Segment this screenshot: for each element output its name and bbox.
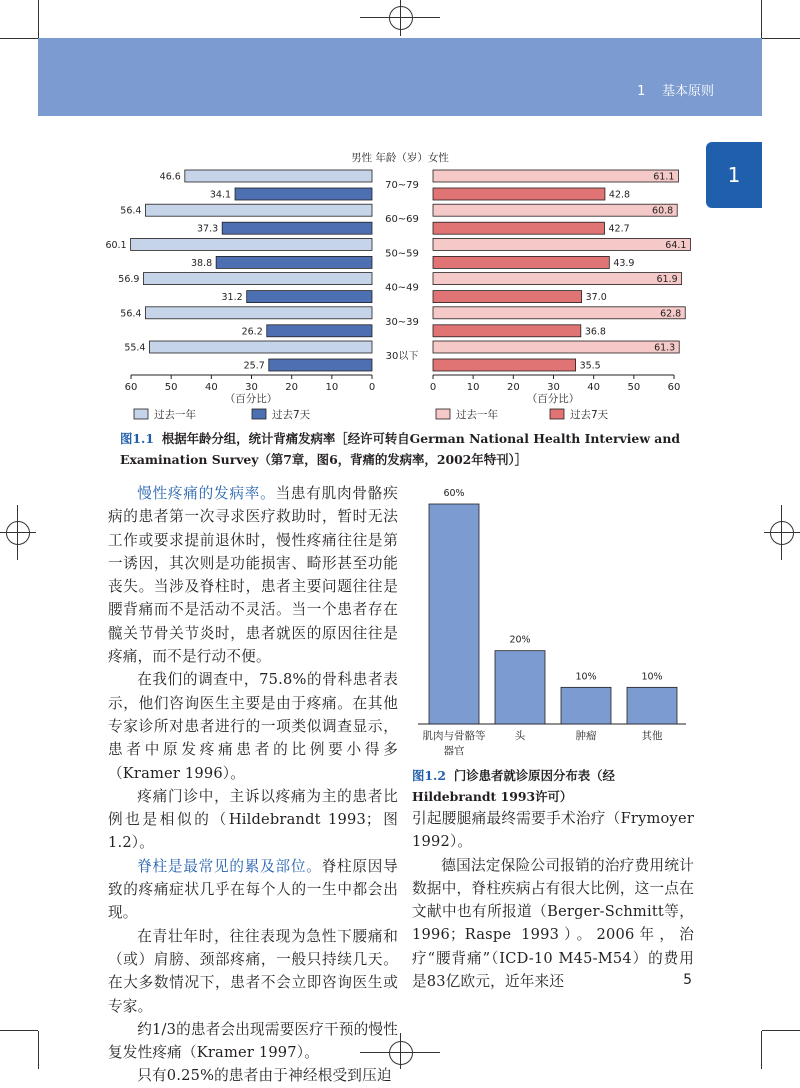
age-group-label: 40~49 — [385, 282, 419, 294]
label-female-past-7days: 35.5 — [579, 360, 601, 372]
tick-label-female: 0 — [429, 382, 437, 393]
label-male-past-year: 46.6 — [159, 171, 181, 183]
chapter-tab: 1 — [706, 142, 762, 208]
right-column — [412, 807, 694, 993]
tick-label-male: 0 — [368, 382, 376, 393]
tick-label-male: 60 — [124, 382, 138, 393]
tick-label-male: 20 — [285, 382, 299, 393]
category-label: 肌肉与骨骼等 — [422, 730, 486, 742]
tick-label-female: 50 — [627, 382, 641, 393]
label-female-past-7days: 42.7 — [608, 223, 630, 235]
label-female-past-7days: 36.8 — [584, 326, 606, 338]
label-male-past-year: 55.4 — [124, 342, 146, 354]
paragraph: 引起腰腿痛最终需要手术治疗（Frymoyer 1992）。 — [412, 810, 694, 851]
tick-label-male: 30 — [245, 382, 258, 393]
legend-female-past-7days: 过去7天 — [570, 409, 609, 421]
tick-label-male: 40 — [204, 382, 218, 393]
label-male-past-7days: 31.2 — [221, 292, 243, 304]
paragraph: 慢性疼痛的发病率。当患有肌肉骨骼疾病的患者第一次寻求医疗救助时，暂时无法工作或要求提前退休时，慢性疼痛往往是第一诱因，其次则是功能损害、畸形甚至功能丧失。当涉及脊柱时，患者主要问题往往是腰背痛而不是活动不灵活。当一个患者存在髋关节骨关节炎时，患者就医的原因往往是疼痛，而不是行动不便。 — [108, 485, 398, 666]
paragraph: 约1/3的患者会出现需要医疗干预的慢性复发性疼痛（Kramer 1997）。 — [108, 1020, 398, 1062]
tick-label-male: 10 — [325, 382, 339, 393]
bar-visit-reason — [561, 687, 611, 724]
label-female-past-year: 61.1 — [653, 171, 675, 183]
paragraph: 脊柱是最常见的累及部位。脊柱原因导致的疼痛症状几乎在每个人的一生中都会出现。 — [108, 857, 398, 922]
column-header: 男性 年龄（岁）女性 — [351, 152, 449, 164]
tick-label-female: 20 — [506, 382, 520, 393]
legend-past-7days: 过去7天 — [272, 409, 311, 421]
paragraph: 只有0.25%的患者由于神经根受到压迫 — [137, 1067, 392, 1085]
label-female-past-year: 62.8 — [660, 308, 682, 320]
tick-label-female: 40 — [587, 382, 601, 393]
male-axis-label: （百分比） — [224, 393, 278, 405]
label-male-past-7days: 26.2 — [241, 326, 263, 338]
age-group-label: 60~69 — [385, 214, 419, 226]
label-female-past-7days: 42.8 — [608, 189, 631, 201]
bar-visit-reason — [495, 651, 545, 724]
legend-female-past-year: 过去一年 — [456, 409, 498, 421]
label-male-past-year: 56.4 — [120, 308, 142, 320]
bar-value-label: 20% — [509, 634, 531, 646]
page-number: 5 — [683, 972, 692, 988]
age-group-label: 30以下 — [385, 351, 419, 362]
bar-value-label: 60% — [443, 488, 465, 499]
running-header: 1 基本原则 — [637, 84, 714, 99]
bar-value-label: 10% — [575, 671, 597, 683]
paragraph: 疼痛门诊中，主诉以疼痛为主的患者比例也是相似的（Hildebrandt 1993；图1.2）。 — [108, 787, 398, 852]
bar-visit-reason — [627, 687, 677, 724]
female-axis-label: （百分比） — [526, 393, 580, 405]
category-label: 器官 — [443, 745, 465, 757]
tick-label-male: 50 — [164, 382, 178, 393]
paragraph: 在我们的调查中，75.8%的骨科患者表示，他们咨询医生主要是由于疼痛。在其他专家诊所对患者进行的一项类似调查显示，患者中原发疼痛患者的比例要小得多（Kramer 1996）。 — [108, 671, 398, 782]
age-group-label: 50~59 — [385, 248, 419, 260]
label-female-past-7days: 43.9 — [613, 257, 635, 269]
label-male-past-7days: 25.7 — [243, 360, 265, 372]
label-male-past-7days: 34.1 — [209, 189, 232, 201]
label-male-past-7days: 38.8 — [190, 257, 213, 269]
tick-label-female: 10 — [466, 382, 480, 393]
tick-label-female: 30 — [547, 382, 560, 393]
figure-1-1-caption: 图1.1 根据年龄分组，统计背痛发病率［经许可转自German National Health Interview and Examination Survey（第7章，图6，背痛的发病率，2002年特刊）］ — [120, 431, 680, 467]
label-female-past-year: 61.3 — [654, 342, 676, 354]
label-male-past-year: 56.4 — [120, 205, 142, 217]
category-label: 头 — [514, 730, 526, 742]
paragraph: 在青壮年时，往往表现为急性下腰痛和（或）肩膀、颈部疼痛，一般只持续几天。在大多数情况下，患者不会立即咨询医生或专家。 — [108, 927, 398, 1015]
category-label: 肿瘤 — [575, 730, 597, 742]
bar-value-label: 10% — [641, 671, 663, 683]
left-column — [108, 482, 398, 1088]
label-female-past-year: 60.8 — [652, 205, 674, 217]
paragraph: 德国法定保险公司报销的治疗费用统计数据中，脊柱疾病占有很大比例，这一点在文献中也有所报道（Berger-Schmitt等，1996；Raspe 1993）。2006年，治疗“腰背痛”（ICD-10 M45-M54）的费用是83亿欧元，近年来还 — [412, 856, 694, 991]
label-male-past-7days: 37.3 — [197, 223, 219, 235]
label-male-past-year: 60.1 — [105, 239, 127, 251]
legend-past-year: 过去一年 — [154, 409, 196, 421]
category-label: 其他 — [641, 730, 663, 742]
figure-1-2-caption: 图1.2 门诊患者就诊原因分布表（经Hildebrandt 1993许可） — [412, 768, 615, 804]
label-female-past-year: 64.1 — [665, 239, 687, 251]
bar-visit-reason — [429, 504, 479, 724]
age-group-label: 30~39 — [385, 316, 419, 328]
label-female-past-7days: 37.0 — [585, 292, 607, 304]
label-female-past-year: 61.9 — [656, 274, 678, 286]
age-group-label: 70~79 — [385, 180, 419, 191]
tick-label-female: 60 — [667, 382, 681, 393]
label-male-past-year: 56.9 — [118, 274, 140, 286]
